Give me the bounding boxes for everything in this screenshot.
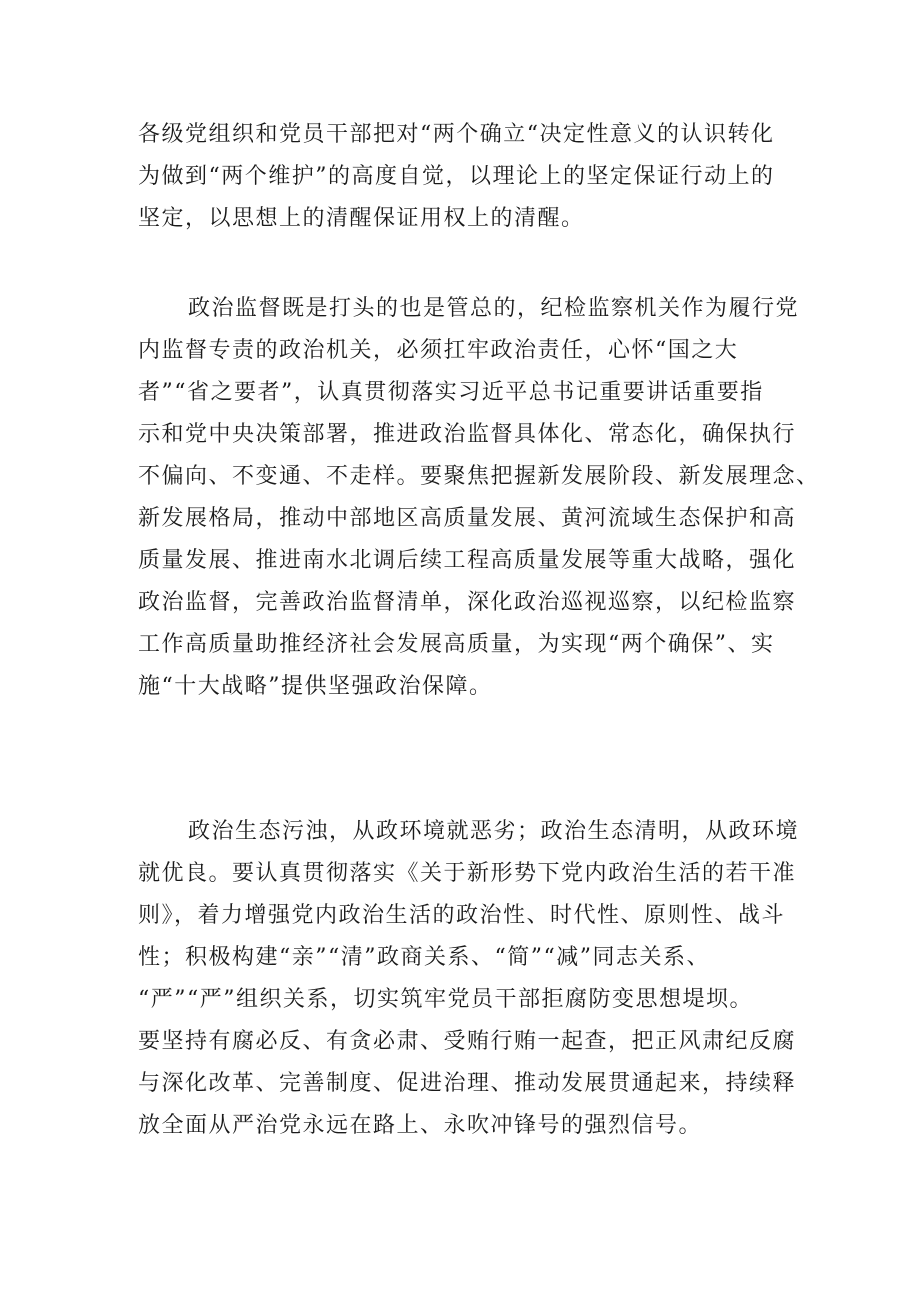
paragraph-line: 政治监督既是打头的也是管总的，纪检监察机关作为履行党 (188, 296, 800, 321)
paragraph-line: 与深化改革、完善制度、促进治理、推动发展贯通起来，持续释 (138, 1071, 797, 1096)
paragraph-2 (138, 288, 820, 708)
paragraph-line: 放全面从严治党永远在路上、永吹冲锋号的强烈信号。 (138, 1113, 703, 1138)
paragraph-line: 不偏向、不变通、不走样。要聚焦把握新发展阶段、新发展理念、 (138, 464, 820, 489)
paragraph-3 (138, 811, 798, 1147)
paragraph-line: 则》，着力增强党内政治生活的政治性、时代性、原则性、战斗 (138, 903, 786, 928)
paragraph-line: 示和党中央决策部署，推进政治监督具体化、常态化，确保执行 (138, 422, 797, 447)
paragraph-line: “严”“严”组织关系，切实筑牢党员干部拒腐防变思想堤坝。 (138, 987, 753, 1012)
paragraph-line: 要坚持有腐必反、有贪必肃、受贿行贿一起查，把正风肃纪反腐 (138, 1029, 797, 1054)
paragraph-line: 质量发展、推进南水北调后续工程高质量发展等重大战略，强化 (138, 548, 797, 573)
paragraph-line: 各级党组织和党员干部把对“两个确立“决定性意义的认识转化 (138, 122, 775, 147)
paragraph-line: 工作高质量助推经济社会发展高质量，为实现“两个确保”、实 (138, 632, 775, 657)
paragraph-line: 坚定，以思想上的清醒保证用权上的清醒。 (138, 206, 585, 231)
paragraph-line: 者”“省之要者”，认真贯彻落实习近平总书记重要讲话重要指 (138, 380, 764, 405)
paragraph-line: 就优良。要认真贯彻落实《关于新形势下党内政治生活的若干准 (138, 861, 797, 886)
paragraph-line: 为做到“两个维护”的高度自觉，以理论上的坚定保证行动上的 (138, 164, 775, 189)
paragraph-line: 政治生态污浊，从政环境就恶劣；政治生态清明，从政环境 (188, 819, 800, 844)
paragraph-1 (138, 114, 798, 240)
paragraph-line: 政治监督，完善政治监督清单，深化政治巡视巡察，以纪检监察 (138, 590, 797, 615)
paragraph-line: 性；积极构建“亲”“清”政商关系、“简”“减”同志关系、 (138, 945, 710, 970)
paragraph-line: 内监督专责的政治机关，必须扛牢政治责任，心怀“国之大 (138, 338, 739, 363)
paragraph-line: 新发展格局，推动中部地区高质量发展、黄河流域生态保护和高 (138, 506, 797, 531)
paragraph-line: 施“十大战略”提供坚强政治保障。 (138, 674, 493, 699)
